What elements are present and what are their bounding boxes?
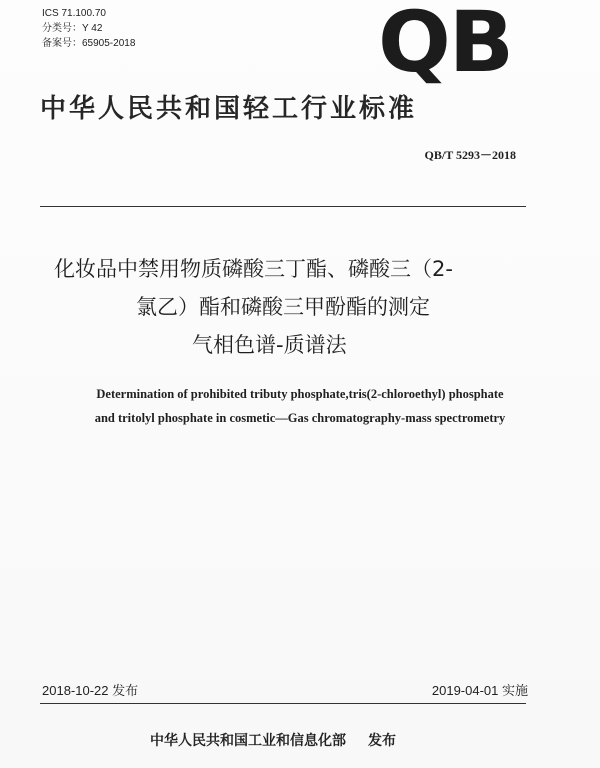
english-title-line-2: and tritolyl phosphate in cosmetic—Gas chromatography-mass spectrometry (94, 411, 506, 425)
qb-logo: QB (378, 0, 513, 91)
issuer-line (150, 730, 396, 750)
issuer-name: 中华人民共和国工业和信息化部 (150, 733, 346, 749)
issue-date: 2018-10-22 发布 (42, 683, 139, 698)
chinese-title-line-2: 氯乙）酯和磷酸三甲酚酯的测定 (136, 295, 430, 319)
english-title (60, 382, 540, 430)
standard-number: QB/T 5293－2018 (424, 148, 516, 162)
record-number: 备案号：65905-2018 (42, 38, 136, 49)
ics-code: ICS 71.100.70 (42, 8, 106, 19)
issuer-suffix: 发布 (368, 733, 396, 749)
implementation-date: 2019-04-01 实施 (431, 683, 528, 698)
classification-block (42, 6, 135, 51)
chinese-title-line-3: 气相色谱-质谱法 (192, 333, 347, 357)
english-title-line-1: Determination of prohibited tributy phosphate,tris(2-chloroethyl) phosphate (96, 387, 504, 401)
chinese-title-line-1: 化妆品中禁用物质磷酸三丁酯、磷酸三（2- (54, 257, 453, 281)
footer-divider (40, 703, 526, 704)
standard-authority-title: 中华人民共和国轻工行业标准 (40, 94, 418, 124)
chinese-title (40, 250, 560, 364)
category-code: 分类号：Y 42 (42, 23, 103, 34)
header-divider (40, 206, 526, 207)
